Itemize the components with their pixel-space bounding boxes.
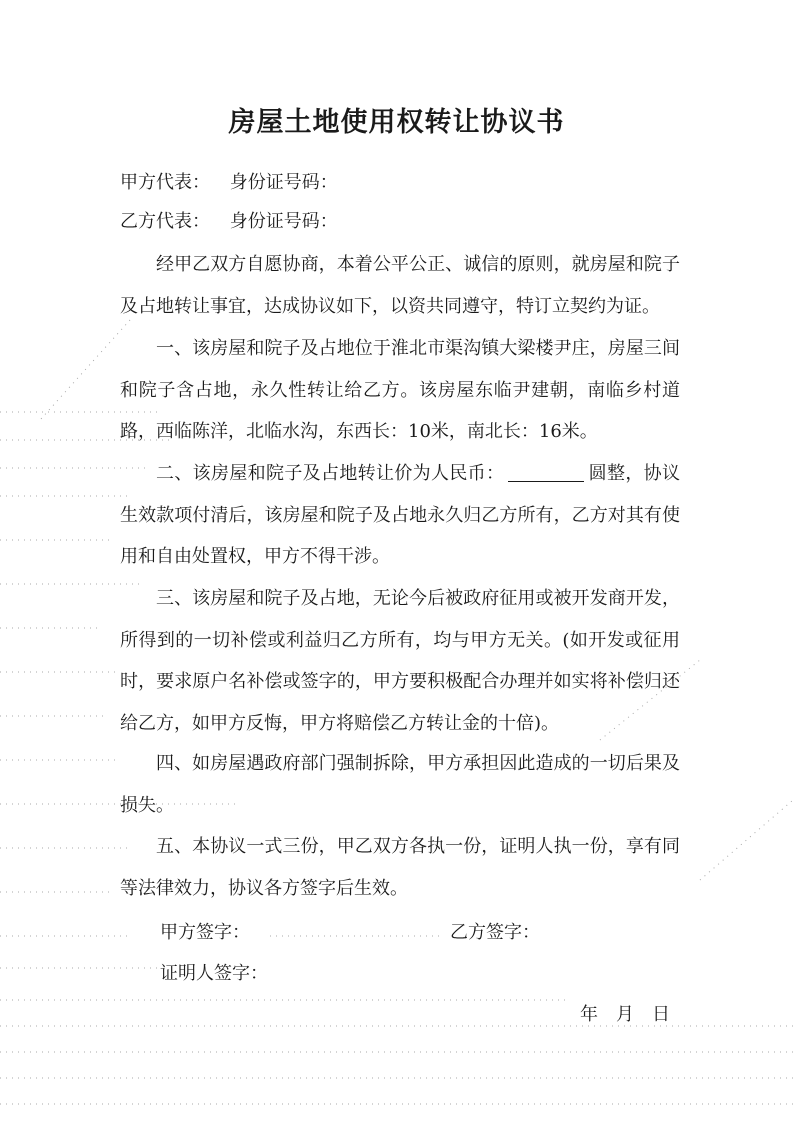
party-b-signature-label: 乙方签字： <box>450 922 540 943</box>
price-blank <box>508 463 584 482</box>
preamble-paragraph: 经甲乙双方自愿协商，本着公平公正、诚信的原则，就房屋和院子及占地转让事宜，达成协议如下，以资共同遵守，特订立契约为证。 <box>120 254 680 317</box>
clause-2-text-after: 圆整，协议生效款项付清后，该房屋和院子及占地永久归乙方所有，乙方对其有使用和自由处置权，甲方不得干涉。 <box>120 463 681 567</box>
witness-signature-label: 证明人签字： <box>160 963 268 984</box>
clause-2 <box>120 453 680 578</box>
clause-5: 五、本协议一式三份，甲乙双方各执一份，证明人执一份，享有同等法律效力，协议各方签字后生效。 <box>120 836 680 899</box>
clause-3: 三、该房屋和院子及占地，无论今后被政府征用或被开发商开发，所得到的一切补偿或利益归乙方所有，均与甲方无关。(如开发或征用时，要求原户名补偿或签字的，甲方要积极配合办理并如实将补偿归还给乙方，如甲方反悔，甲方将赔偿乙方转让金的十倍)。 <box>120 588 680 734</box>
party-b-id-label: 身份证号码： <box>229 211 338 232</box>
party-b-label: 乙方代表： <box>120 211 210 232</box>
party-a-label: 甲方代表： <box>120 172 210 193</box>
document-title: 房屋土地使用权转让协议书 <box>228 107 565 138</box>
clause-4: 四、如房屋遇政府部门强制拆除，甲方承担因此造成的一切后果及损失。 <box>120 753 680 816</box>
party-a-signature-label: 甲方签字： <box>160 922 250 943</box>
clause-2-text-before: 二、该房屋和院子及占地转让价为人民币： <box>156 463 505 484</box>
party-a-id-label: 身份证号码： <box>229 172 338 193</box>
signature-date: 年 月 日 <box>580 1004 670 1025</box>
party-a-line <box>120 171 680 195</box>
party-b-line <box>120 210 680 234</box>
clause-1: 一、该房屋和院子及占地位于淮北市渠沟镇大梁楼尹庄，房屋三间和院子含占地，永久性转让给乙方。该房屋东临尹建朝，南临乡村道路，西临陈洋，北临水沟，东西长：10米，南北长：16米。 <box>120 338 680 442</box>
